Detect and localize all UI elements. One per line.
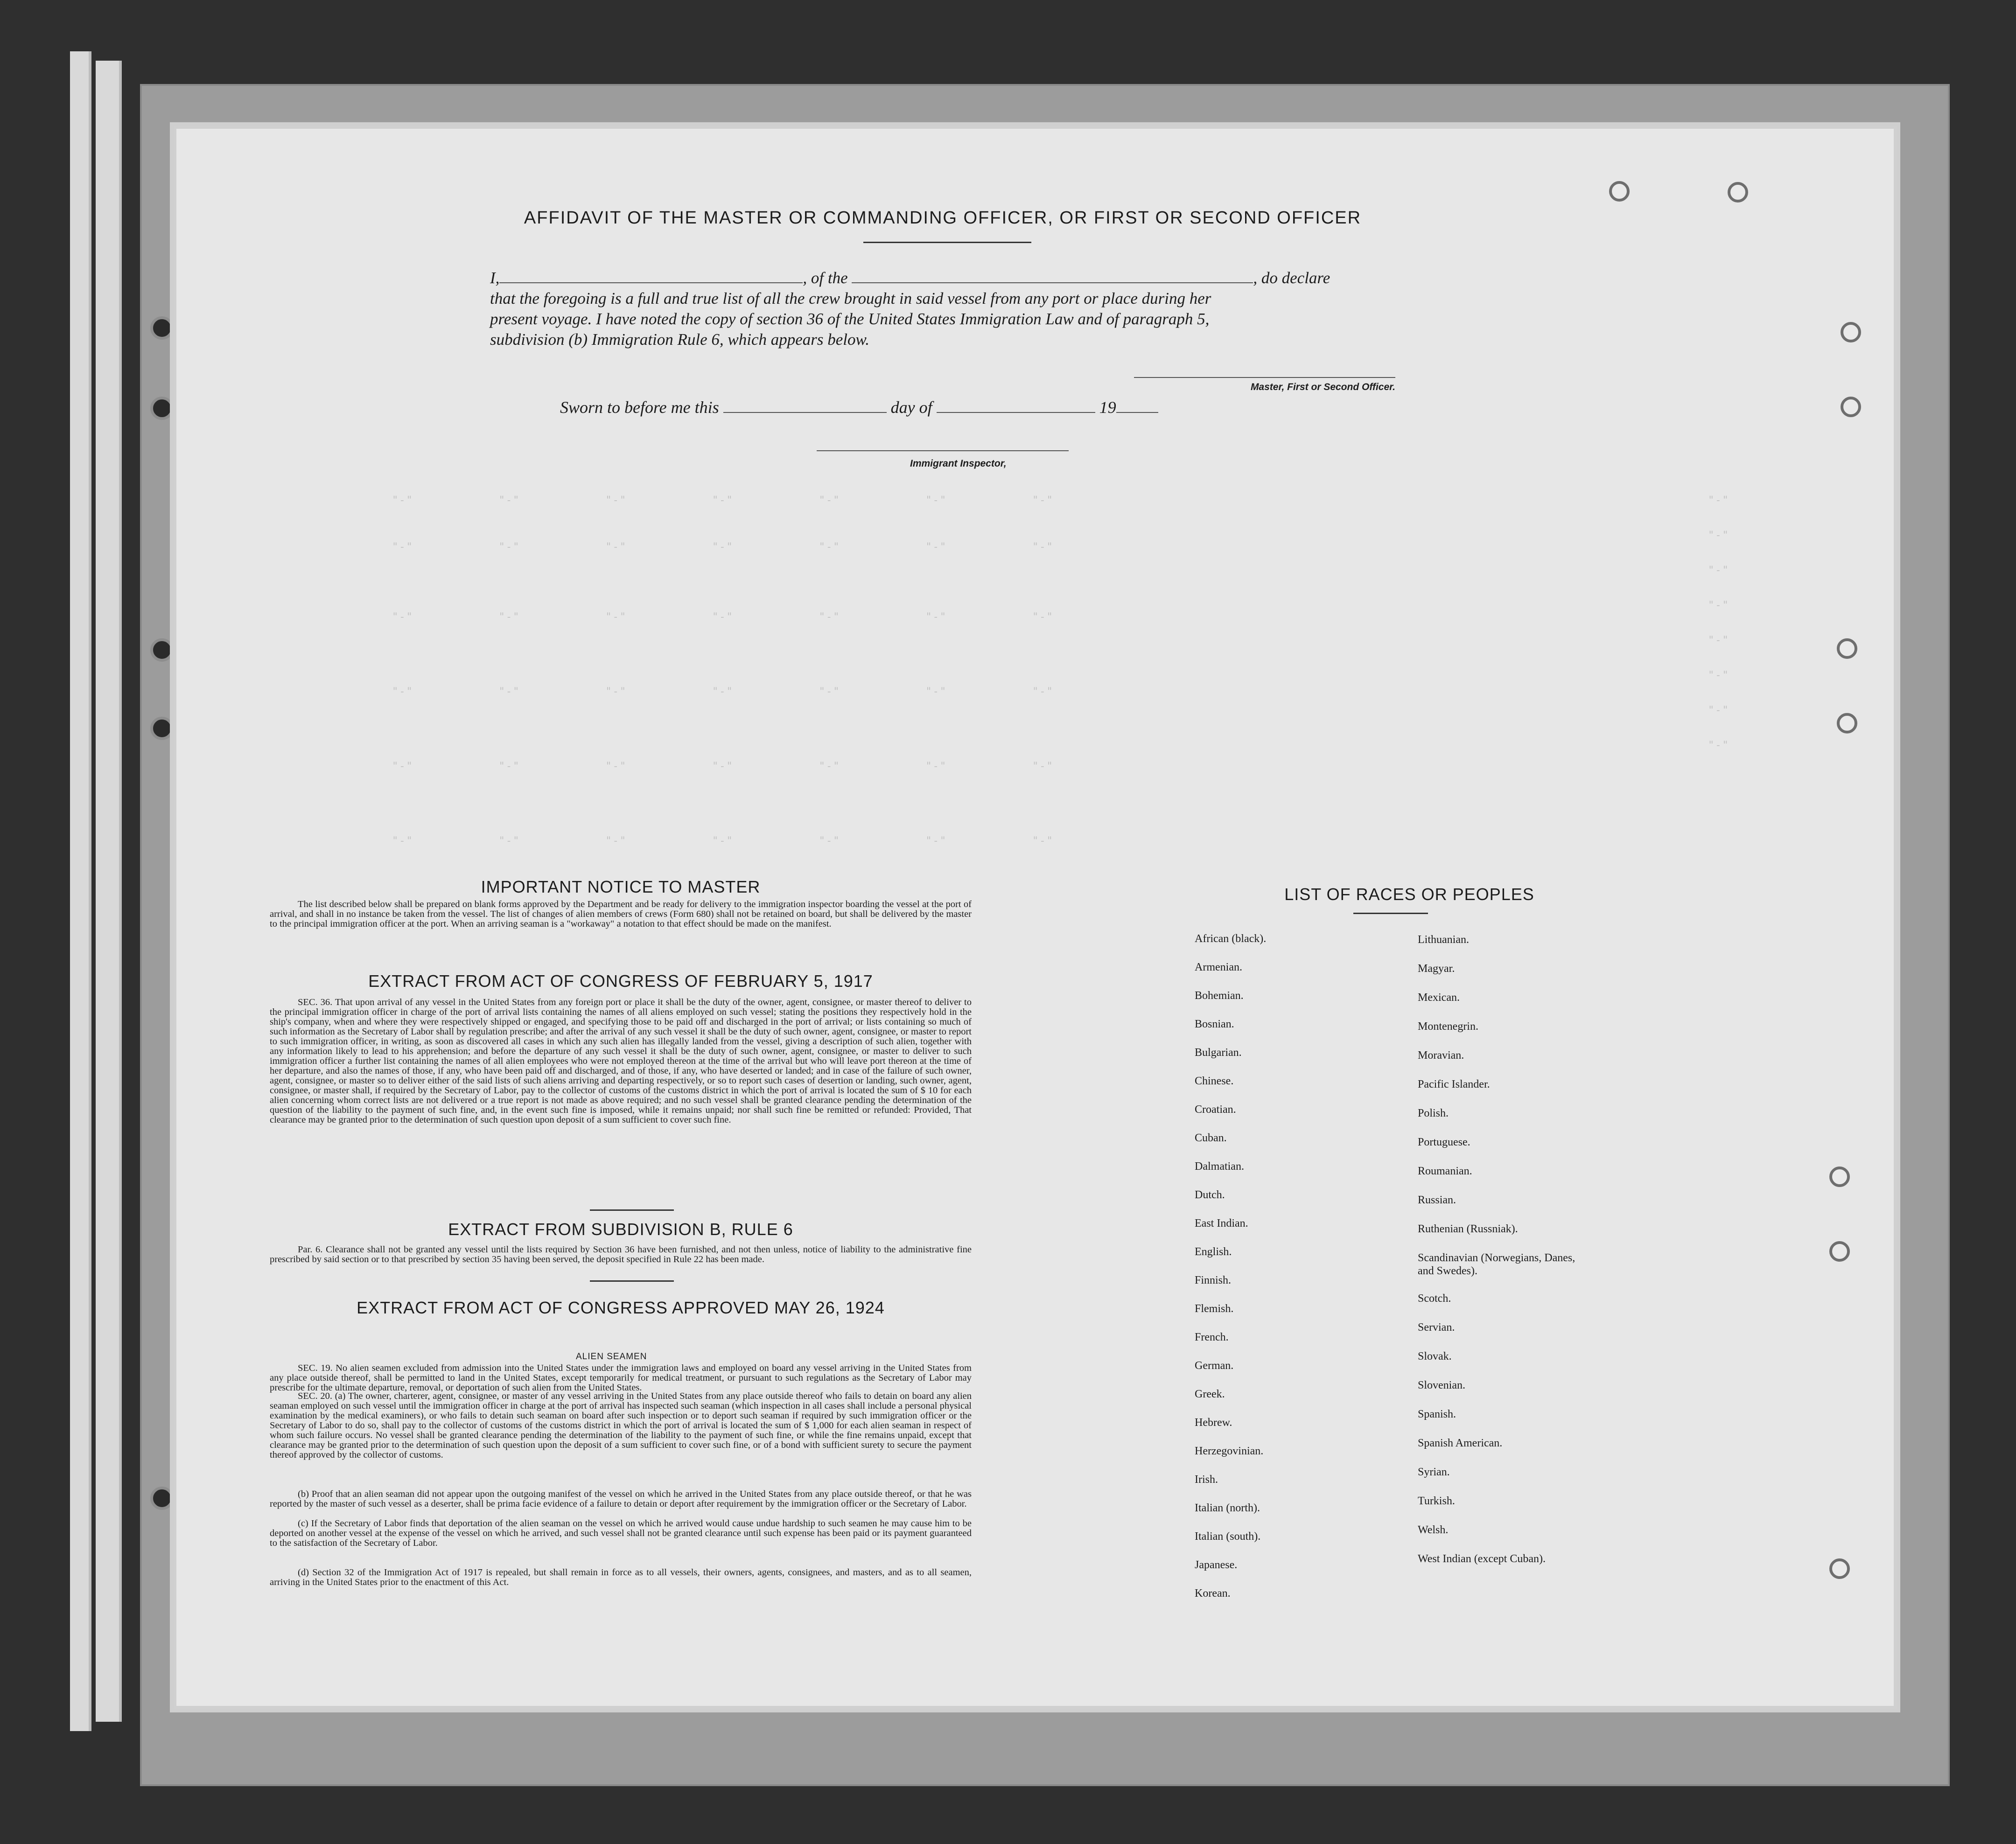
race-item: Korean.: [1195, 1587, 1231, 1600]
race-item: Portuguese.: [1418, 1136, 1470, 1148]
race-item: Servian.: [1418, 1321, 1455, 1334]
of-the-label: , of the: [803, 269, 848, 287]
declaration-line-1: [490, 268, 1395, 288]
section-20a-text: SEC. 20. (a) The owner, charterer, agent, consignee, or master of any vessel arriving in the United States from any place outside thereof who fails to detain on board any alien seaman employed on such vessel until the immigration officer in charge at the port of arrival has inspected such seaman (which inspection in all cases shall include a personal physical examination by the medical examiners), or who fails to detain such seaman on board after such inspection or to deport such seaman if required by such immigration officer or the Secretary of Labor to do so, shall pay to the collector of customs of the customs district in which the port of arrival is located the sum of $ 1,000 for each alien seaman in respect of whom such failure occurs. No vessel shall be granted clearance pending the determination of the liability to the payment of such fine, or while the fine remains unpaid, except that clearance may be granted prior to the determination of such question upon the deposit of a sum sufficient to cover such fine, or of a bond with sufficient surety to secure the payment thereof approved by the collector of customs.: [270, 1391, 972, 1460]
race-item: Ruthenian (Russniak).: [1418, 1223, 1518, 1235]
section-20d-text: (d) Section 32 of the Immigration Act of 1917 is repealed, but shall remain in force as to all vessels, their owners, agents, consignees, and masters, and as to all seamen, arriving in the United States prior to the enactment of this Act.: [270, 1567, 972, 1587]
sworn-label: Sworn to before me this: [560, 398, 719, 417]
race-item: Italian (south).: [1195, 1530, 1261, 1543]
race-item: Slovak.: [1418, 1350, 1452, 1362]
race-item: Scotch.: [1418, 1292, 1451, 1305]
punch-hole: [1841, 397, 1861, 417]
punch-hole: [1837, 713, 1857, 733]
section-20c-text: (c) If the Secretary of Labor finds that deportation of the alien seaman on the vessel on which he arrived would cause undue hardship to such seamen he may cause him to be deported on another vessel at the expense of the vessel on which he arrived, and such vessel shall not be granted clearance until such expense has been paid or its payment guaranteed to the satisfaction of the Secretary of Labor.: [270, 1518, 972, 1548]
sworn-month-field[interactable]: [937, 399, 1095, 413]
race-item: Bosnian.: [1195, 1018, 1234, 1030]
race-item: Turkish.: [1418, 1495, 1455, 1507]
race-item: Flemish.: [1195, 1303, 1234, 1315]
race-item: Magyar.: [1418, 963, 1455, 975]
race-item: Syrian.: [1418, 1466, 1450, 1478]
subdivision-title: EXTRACT FROM SUBDIVISION B, RULE 6: [448, 1220, 793, 1239]
punch-hole: [1829, 1558, 1850, 1579]
race-item: Bulgarian.: [1195, 1047, 1242, 1059]
race-item: Irish.: [1195, 1474, 1218, 1486]
punch-hole: [1728, 182, 1748, 203]
race-item: Welsh.: [1418, 1524, 1449, 1536]
declaration-line-4: subdivision (b) Immigration Rule 6, which appears below.: [490, 330, 870, 349]
inspector-label: Immigrant Inspector,: [910, 458, 1007, 469]
do-declare-label: , do declare: [1253, 269, 1330, 287]
section-36-text: SEC. 36. That upon arrival of any vessel in the United States from any foreign port or place it shall be the duty of the owner, agent, consignee, or master thereof to deliver to the principal immigration officer in charge of the port of arrival lists containing the names of all aliens employed on such vessel; stating the positions they respectively hold in the ship's company, when and where they were respectively shipped or engaged, and specifying those to be paid off and discharged in the port of arrival; or lists containing so much of such information as the Secretary of Labor shall by regulation prescribe; and after the arrival of any such vessel it shall be the duty of such owner, agent, consignee, or master to report to such immigration officer, in writing, as soon as discovered all cases in which any such alien has illegally landed from the vessel, giving a description of such alien, together with any information likely to lead to his apprehension; and before the departure of any such vessel it shall be the duty of such owner, agent, consignee, or master to deliver to such immigration officer a further list containing the names of all alien employees who were not employed thereon at the time of the arrival but who will leave port thereon at the time of her departure, and also the names of those, if any, who have been paid off and discharged, and of those, if any, who have deserted or landed; and in case of the failure of such owner, agent, consignee, or master so to deliver either of the said lists of such aliens arriving and departing respectively, or so to report such cases of desertion or landing, such owner, agent, consignee, or master shall, if required by the Secretary of Labor, pay to the collector of customs of the customs district in which the port of arrival is located the sum of $ 10 for each alien concerning whom correct lists are not delivered or a true report is not made as above required; and no such vessel shall be granted clearance pending the determination of the question of the liability to the payment of such fine, and, in the event such fine is imposed, while it remains unpaid; nor shall such fine be remitted or refunded: Provided, That clearance may be granted prior to the determination of such question upon deposit of a sum sufficient to cover such fine.: [270, 997, 972, 1125]
sworn-year-field[interactable]: [1116, 399, 1158, 413]
rule-6-text: Par. 6. Clearance shall not be granted any vessel until the lists required by Section 36 have been furnished, and not then unless, notice of liability to the administrative fine prescribed by said section or to that prescribed by section 35 having been served, the deposit specified in Rule 22 has been made.: [270, 1244, 972, 1264]
race-item: Pacific Islander.: [1418, 1078, 1490, 1090]
race-item: Polish.: [1418, 1107, 1449, 1119]
declarant-prefix: I,: [490, 269, 500, 287]
race-item: Bohemian.: [1195, 990, 1244, 1002]
punch-hole: [1609, 181, 1630, 202]
notice-text: The list described below shall be prepared on blank forms approved by the Department and be ready for delivery to the immigration inspector boarding the vessel at the port of arrival, and shall in no instance be taken from the vessel. The list of changes of alien members of crews (Form 680) shall not be retained on board, but shall be delivered by the master to the principal immigration officer at the port. When an arriving seaman is a "workaway" a notation to that effect should be made on the manifest.: [270, 899, 972, 929]
title-rule: [863, 242, 1031, 243]
race-item: Slovenian.: [1418, 1379, 1465, 1391]
punch-hole: [1829, 1241, 1850, 1262]
extract-1917-title: EXTRACT FROM ACT OF CONGRESS OF FEBRUARY 5, 1917: [368, 971, 873, 991]
race-item: Dutch.: [1195, 1189, 1225, 1201]
race-item: Montenegrin.: [1418, 1020, 1478, 1033]
race-item: Croatian.: [1195, 1104, 1236, 1116]
punch-hole: [1841, 322, 1861, 342]
punch-hole: [1837, 638, 1857, 659]
race-item: Chinese.: [1195, 1075, 1234, 1087]
race-item: Japanese.: [1195, 1559, 1238, 1571]
sworn-day-field[interactable]: [723, 399, 887, 413]
races-title: LIST OF RACES OR PEOPLES: [1284, 885, 1534, 904]
race-item: Hebrew.: [1195, 1417, 1232, 1429]
section-19-text: SEC. 19. No alien seamen excluded from admission into the United States under the immigration laws and employed on board any vessel arriving in the United States from any place outside thereof, shall be permitted to land in the United States, except temporarily for medical treatment, or pursuant to such regulations as the Secretary of Labor may prescribe for the ultimate departure, removal, or deportation of such alien from the United States.: [270, 1363, 972, 1393]
section-rule: [590, 1209, 674, 1211]
races-left-column: [1195, 932, 1391, 1615]
sworn-line: [560, 398, 1213, 417]
section-20b-text: (b) Proof that an alien seaman did not appear upon the outgoing manifest of the vessel on which he arrived in the United States from any place outside thereof, or that he was reported by the master of such vessel as a deserter, shall be prima facie evidence of a failure to detain or deport after requirement by the immigration officer or the Secretary of Labor.: [270, 1489, 972, 1509]
race-item: English.: [1195, 1246, 1232, 1258]
day-of-label: day of: [890, 398, 932, 417]
race-item: Scandinavian (Norwegians, Danes, and Swedes).: [1418, 1252, 1575, 1277]
race-item: Roumanian.: [1418, 1165, 1472, 1177]
race-item: French.: [1195, 1331, 1229, 1343]
affidavit-declaration: [490, 268, 1395, 350]
binder-strip-outer: [70, 51, 91, 1731]
race-item: Russian.: [1418, 1194, 1456, 1206]
section-rule: [590, 1280, 674, 1282]
declarant-name-field[interactable]: [499, 269, 803, 283]
race-item: German.: [1195, 1360, 1234, 1372]
race-item: East Indian.: [1195, 1217, 1248, 1229]
binder-strip-inner: [96, 61, 122, 1722]
declaration-line-3: present voyage. I have noted the copy of section 36 of the United States Immigration Law and of paragraph 5,: [490, 310, 1210, 328]
race-item: Lithuanian.: [1418, 934, 1469, 946]
race-item: Italian (north).: [1195, 1502, 1260, 1514]
race-item: Spanish American.: [1418, 1437, 1503, 1449]
race-item: Armenian.: [1195, 961, 1242, 973]
declaration-line-2: that the foregoing is a full and true list of all the crew brought in said vessel from any port or place during her: [490, 289, 1211, 307]
race-item: Finnish.: [1195, 1274, 1232, 1286]
notice-title: IMPORTANT NOTICE TO MASTER: [481, 877, 761, 896]
race-item: West Indian (except Cuban).: [1418, 1553, 1546, 1565]
race-item: Mexican.: [1418, 992, 1460, 1004]
extract-1924-title: EXTRACT FROM ACT OF CONGRESS APPROVED MAY 26, 1924: [357, 1298, 885, 1317]
races-title-rule: [1353, 913, 1428, 914]
binder-hole: [150, 1487, 174, 1510]
binder-hole: [150, 316, 174, 340]
race-item: Herzegovinian.: [1195, 1445, 1264, 1457]
alien-seamen-subtitle: ALIEN SEAMEN: [576, 1352, 647, 1362]
race-item: African (black).: [1195, 933, 1267, 945]
binder-hole: [150, 397, 174, 420]
punch-hole: [1829, 1166, 1850, 1187]
inspector-signature-field[interactable]: [817, 450, 1069, 451]
race-item: Dalmatian.: [1195, 1160, 1244, 1173]
race-item: Moravian.: [1418, 1049, 1464, 1062]
race-item: Spanish.: [1418, 1408, 1456, 1420]
master-signature-field[interactable]: [1134, 377, 1395, 378]
binder-hole: [150, 638, 174, 662]
year-prefix: 19: [1099, 398, 1116, 417]
race-item: Greek.: [1195, 1388, 1225, 1400]
vessel-name-field[interactable]: [852, 269, 1253, 283]
race-item: Cuban.: [1195, 1132, 1227, 1144]
master-signature-label: Master, First or Second Officer.: [1250, 382, 1395, 392]
races-right-column: [1418, 933, 1586, 1581]
binder-hole: [150, 717, 174, 740]
affidavit-title: AFFIDAVIT OF THE MASTER OR COMMANDING OFFICER, OR FIRST OR SECOND OFFICER: [524, 208, 1362, 228]
